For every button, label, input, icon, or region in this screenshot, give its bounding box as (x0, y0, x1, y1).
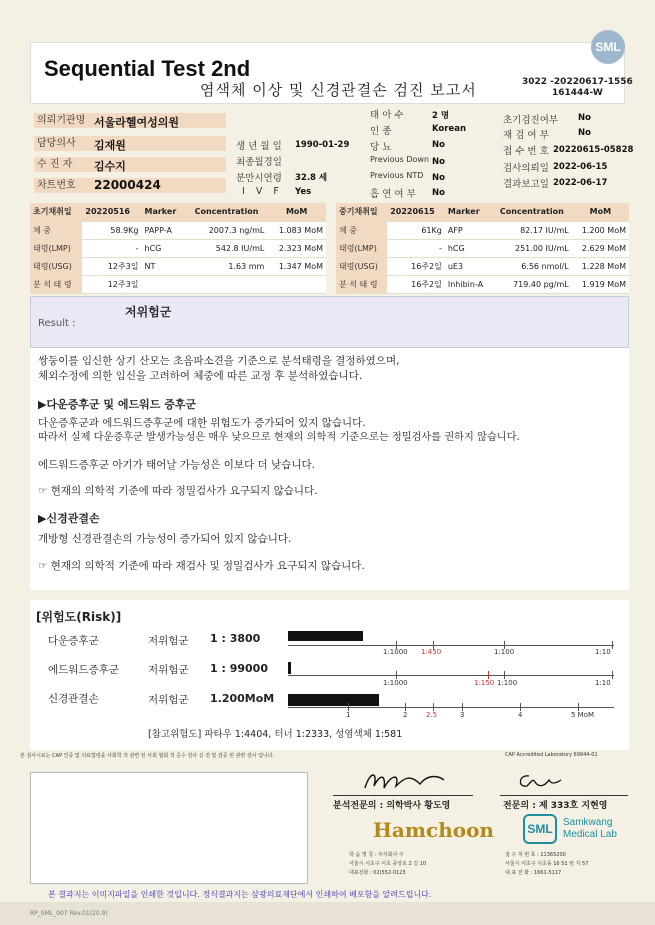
table1-r2-k: 태령(USG) (30, 257, 82, 275)
table2-draw-date: 20220615 (387, 203, 445, 221)
table2-r1-v: - (387, 239, 445, 257)
dm-value: No (432, 140, 445, 150)
tick (462, 703, 463, 711)
table2-col-marker: Marker (445, 203, 492, 221)
risk-down-name: 다운증후군 (48, 635, 99, 647)
interp-line-3: 다운증후군과 에드워드증후군에 대한 위험도가 증가되어 있지 않습니다. (38, 417, 366, 429)
table-row (30, 275, 326, 293)
tick (433, 703, 434, 711)
footer-note-right: CAP Accredited Laboratory 69944-01 (505, 752, 598, 758)
interp-line-2: 체외수정에 의한 임신을 고려하여 체중에 따른 교정 후 분석하였습니다. (38, 370, 363, 382)
doctor-label: 담당의사 (34, 136, 90, 151)
risk-ntd-axis (288, 707, 614, 708)
footer-note-left: 본 검사시료는 CAP 인증 및 의료법령을 사회학 적 관련 된 사회 협회 적 준수 검사 실 전 및 검증 된 관련 검사 입니다. (20, 753, 275, 759)
first-value: No (578, 113, 591, 123)
receipt-value: 20220615-05828 (553, 145, 634, 155)
patient-value: 김수지 (94, 160, 126, 173)
tick (612, 641, 613, 649)
sml-brand-1: Samkwang (563, 817, 613, 828)
table1-r3-v: 12주3일 (82, 275, 141, 293)
req-date-label: 검사의뢰일 (503, 163, 549, 174)
table-row (336, 221, 629, 239)
tick (504, 671, 505, 679)
hamchoon-info-3: 대표전화 : 02)552-0123 (349, 870, 406, 876)
risk-down-axis (288, 645, 614, 646)
table1-r2-v: 12주3일 (82, 257, 141, 275)
risk-ntd-bar (288, 694, 379, 706)
form-revision: RP_SML_007 Rev.01(20.9) (30, 910, 108, 917)
axis2-label-1: 1:150 (474, 679, 495, 687)
table2-r2-c: 6.56 nmol/L (492, 257, 572, 275)
table2-header (336, 203, 629, 221)
interp-line-6: ☞ 현재의 의학적 기준에 따라 정밀검사가 요구되지 않습니다. (38, 485, 318, 497)
table2-r3-m: Inhibin-A (445, 275, 492, 293)
result-box (30, 296, 629, 348)
sml-info-3: 대 표 전 화 : 1661-5117 (505, 870, 562, 876)
risk-edwards-bar (288, 662, 291, 674)
table2-r3-k: 분 석 태 령 (336, 275, 387, 293)
doc-no-line1: 3022 -20220617-1556 (522, 77, 633, 87)
table2-r1-c: 251.00 IU/mL (492, 239, 572, 257)
table1-r1-v: - (82, 239, 141, 257)
table1-r1-mom: 2.323 MoM (267, 239, 326, 257)
reference-risk: [참고위험도] 파타우 1:4404, 터너 1:2333, 성염색체 1:581 (148, 729, 403, 740)
interp-line-1: 쌍둥이를 임신한 상기 산모는 초음파소견을 기준으로 분석태령을 결정하였으며, (38, 355, 400, 367)
fetus-label: 태 아 수 (370, 110, 404, 121)
dob-value: 1990-01-29 (295, 140, 350, 150)
race-label: 인 종 (370, 126, 392, 137)
first-label: 초기검진여부 (503, 115, 559, 126)
tick (520, 703, 521, 711)
table2-col-mom: MoM (572, 203, 629, 221)
sml-brand-2: Medical Lab (563, 829, 617, 840)
axis2-label-0: 1:1000 (383, 679, 408, 687)
axis1-label-1: 1:450 (421, 648, 442, 656)
table1-r3-c (186, 275, 268, 293)
table-row (336, 239, 629, 257)
dob-label: 생 년 월 일 (236, 141, 282, 152)
sml-info (505, 851, 588, 878)
first-trimester-table (30, 203, 326, 294)
axis2-label-2: 1:100 (497, 679, 518, 687)
signature-2-icon (515, 768, 565, 792)
down-edwards-heading: ▶다운증후군 및 에드워드 증후군 (38, 398, 197, 411)
table1-r0-k: 체 중 (30, 221, 82, 239)
axis1-label-2: 1:100 (494, 648, 515, 656)
dm-label: 당 뇨 (370, 142, 392, 153)
tick (405, 703, 406, 711)
doctor-value: 김재원 (94, 139, 126, 152)
interp-line-5: 에드워드증후군 아기가 태어날 가능성은 이보다 더 낮습니다. (38, 459, 315, 471)
sml-logo: SML (591, 30, 625, 64)
table2-r0-k: 체 중 (336, 221, 387, 239)
prev-ntd-value: No (432, 173, 445, 183)
hamchoon-logo: Hamchoon (373, 818, 494, 842)
risk-edwards-level: 저위험군 (148, 664, 189, 676)
table1-r1-k: 태령(LMP) (30, 239, 82, 257)
risk-edwards-axis (288, 675, 614, 676)
risk-edwards-name: 에드워드증후군 (48, 664, 120, 676)
table2-r3-mom: 1.919 MoM (572, 275, 629, 293)
tick (488, 671, 489, 679)
sig1-line (333, 795, 473, 796)
report-date-value: 2022-06-17 (553, 178, 608, 188)
axis3-label-3: 3 (460, 711, 465, 719)
table1-col-marker: Marker (142, 203, 186, 221)
table1-header (30, 203, 326, 221)
signature-1-caption: 분석전문의 : 의학박사 황도영 (333, 801, 451, 811)
hospital-label: 의뢰기관명 (34, 113, 90, 128)
ivf-value: Yes (295, 187, 312, 197)
prev-down-label: Previous Down (370, 155, 430, 164)
tick (578, 703, 579, 711)
table-row (30, 239, 326, 257)
hamchoon-info-2: 서울시 서초구 서초 중앙로 2 길 10 (349, 861, 427, 867)
signature-2-caption: 전문의 : 제 333호 지현영 (503, 801, 608, 811)
table-row (30, 257, 326, 275)
table1-col-conc: Concentration (186, 203, 268, 221)
table1-r3-k: 분 석 태 령 (30, 275, 82, 293)
age-value: 32.8 세 (295, 173, 328, 183)
table1-r3-m (142, 275, 186, 293)
table2-r0-m: AFP (445, 221, 492, 239)
table2-r2-v: 16주2일 (387, 257, 445, 275)
signature-1-icon (360, 766, 450, 796)
chart-label: 차트번호 (34, 178, 90, 193)
table2-col-conc: Concentration (492, 203, 572, 221)
axis3-label-4: 4 (518, 711, 523, 719)
ntd-heading: ▶신경관결손 (38, 512, 100, 525)
table2-r1-m: hCG (445, 239, 492, 257)
interp-line-8: ☞ 현재의 의학적 기준에 따라 재검사 및 정밀검사가 요구되지 않습니다. (38, 560, 365, 572)
table1-r1-c: 542.8 IU/mL (186, 239, 268, 257)
table2-r0-mom: 1.200 MoM (572, 221, 629, 239)
sml-mark-icon: SML (523, 814, 557, 844)
axis3-label-2: 2.5 (426, 711, 438, 719)
sig2-line (500, 795, 628, 796)
risk-down-level: 저위험군 (148, 635, 189, 647)
interp-line-7: 개방형 신경관결손의 가능성이 증가되어 있지 않습니다. (38, 533, 292, 545)
hamchoon-info-1: 학 습 명 칭 : 주식회사 주 (349, 852, 404, 858)
risk-ntd-level: 저위험군 (148, 694, 189, 706)
risk-edwards-ratio: 1 : 99000 (210, 662, 268, 675)
table2-r3-v: 16주2일 (387, 275, 445, 293)
axis2-label-3: 1:10 (595, 679, 611, 687)
table1-draw-date: 20220516 (82, 203, 141, 221)
retest-label: 재 검 여 부 (503, 130, 549, 141)
table1-r0-m: PAPP-A (142, 221, 186, 239)
axis3-label-0: 1 (346, 711, 351, 719)
table1-r0-v: 58.9Kg (82, 221, 141, 239)
table1-r2-c: 1.63 mm (186, 257, 268, 275)
report-subtitle: 염색체 이상 및 신경관결손 검진 보고서 (200, 81, 477, 99)
table-row (336, 257, 629, 275)
report-title: Sequential Test 2nd (44, 56, 251, 81)
table1-r0-mom: 1.083 MoM (267, 221, 326, 239)
interp-line-4: 따라서 실제 다운증후군 발생가능성은 매우 낮으므로 현재의 의학적 기준으로는 정밀검사를 권하지 않습니다. (38, 432, 520, 443)
risk-ntd-name: 신경관결손 (48, 693, 99, 705)
table2-r2-k: 태령(USG) (336, 257, 387, 275)
table2-r3-c: 719.40 pg/mL (492, 275, 572, 293)
prev-down-value: No (432, 157, 445, 167)
axis3-label-5: 5 MoM (571, 711, 595, 719)
result-value: 저위험군 (125, 305, 172, 319)
risk-heading: [위험도(Risk)] (36, 610, 122, 624)
blank-box (30, 772, 308, 884)
table2-r2-mom: 1.228 MoM (572, 257, 629, 275)
smoke-value: No (432, 188, 445, 198)
axis3-label-1: 2 (403, 711, 408, 719)
table1-r0-c: 2007.3 ng/mL (186, 221, 268, 239)
footer-disclaimer: 본 결과지는 이미지파일을 인쇄한 것입니다. 정식결과지는 삼광의료재단에서 인쇄하여 배포함을 알려드립니다. (48, 890, 432, 899)
axis1-label-0: 1:1000 (383, 648, 408, 656)
table1-r2-m: NT (142, 257, 186, 275)
tick (396, 671, 397, 679)
table2-r0-c: 82.17 IU/mL (492, 221, 572, 239)
table1-r3-mom (267, 275, 326, 293)
report-date-label: 결과보고일 (503, 179, 549, 190)
table2-r2-m: uE3 (445, 257, 492, 275)
table-row (30, 221, 326, 239)
fetus-value: 2 명 (432, 111, 450, 121)
hospital-value: 서울라헬여성의원 (94, 116, 180, 129)
table2-draw-label: 중기채취일 (336, 203, 387, 221)
table1-draw-label: 초기채취일 (30, 203, 82, 221)
prev-ntd-label: Previous NTD (370, 171, 424, 180)
table2-r1-mom: 2.629 MoM (572, 239, 629, 257)
second-trimester-table (336, 203, 629, 294)
axis1-label-3: 1:10 (595, 648, 611, 656)
sml-info-1: 접 수 처 번 호 : 11365200 (505, 852, 566, 858)
chart-number: 22000424 (94, 178, 161, 192)
lmp-label: 최종월경일 (236, 157, 282, 168)
table2-r0-v: 61Kg (387, 221, 445, 239)
risk-down-bar (288, 631, 363, 641)
document-number (522, 77, 633, 99)
hamchoon-info (349, 851, 426, 878)
table1-col-mom: MoM (267, 203, 326, 221)
receipt-label: 접 수 번 호 (503, 146, 549, 157)
table1-r1-m: hCG (142, 239, 186, 257)
ivf-label: I V F (242, 186, 283, 197)
req-date-value: 2022-06-15 (553, 162, 608, 172)
risk-ntd-ratio: 1.200MoM (210, 692, 275, 705)
table-row (336, 275, 629, 293)
age-label: 분만시연령 (236, 173, 282, 184)
doc-no-line2: 161444-W (551, 88, 603, 98)
smoke-label: 흡 연 여 부 (370, 189, 416, 200)
table1-r2-mom: 1.347 MoM (267, 257, 326, 275)
patient-label: 수 진 자 (34, 157, 90, 172)
race-value: Korean (432, 124, 467, 134)
sml-brand (563, 817, 617, 841)
sml-info-2: 서울시 서초구 서초동 16 51 번 지 57 (505, 861, 589, 867)
result-label: Result : (38, 318, 76, 329)
retest-value: No (578, 128, 591, 138)
risk-down-ratio: 1 : 3800 (210, 632, 261, 645)
table2-r1-k: 태령(LMP) (336, 239, 387, 257)
tick (612, 671, 613, 679)
tick (348, 703, 349, 711)
